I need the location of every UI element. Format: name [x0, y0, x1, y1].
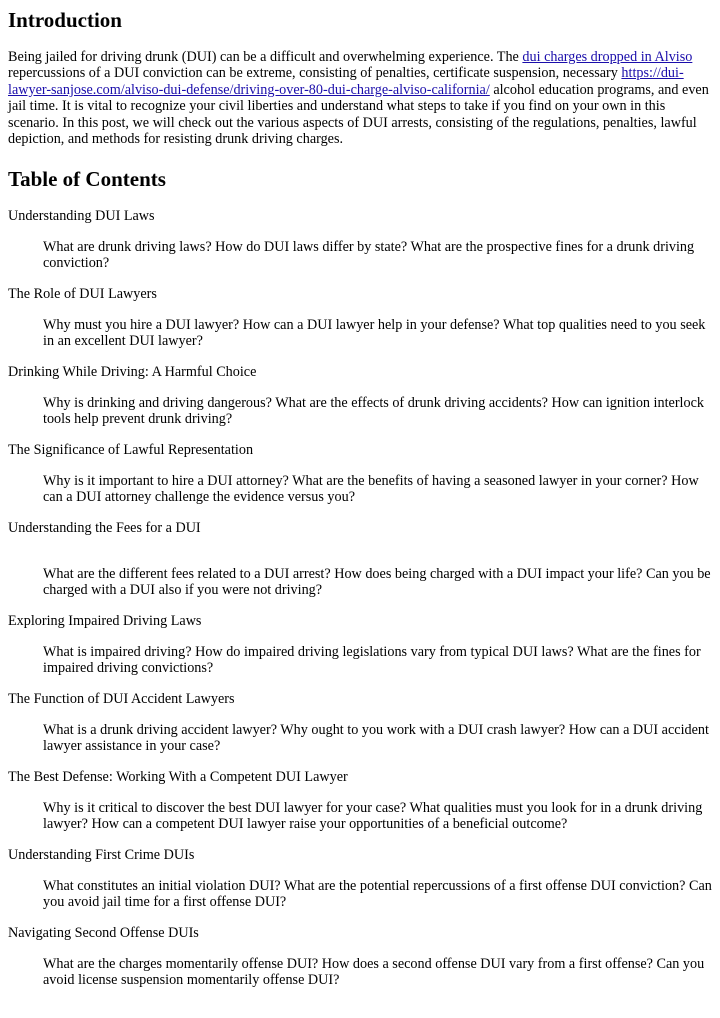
intro-text-1: Being jailed for driving drunk (DUI) can be a difficult and overwhelming experience. The	[8, 49, 523, 65]
toc-heading: Navigating Second Offense DUIs	[8, 925, 199, 941]
intro-link-url[interactable]: https://dui-lawyer-sanjose.com/alviso-dui-defense/driving-over-80-dui-charge-alviso-california/	[8, 65, 684, 98]
toc-title: Table of Contents	[8, 167, 166, 191]
toc-description: Why is it important to hire a DUI attorney? What are the benefits of having a seasoned lawyer in your corner? How can a DUI attorney challenge the evidence versus you?	[43, 473, 699, 506]
intro-title: Introduction	[8, 8, 122, 32]
toc-description: What is impaired driving? How do impaired driving legislations vary from typical DUI laws? What are the fines for impaired driving convictions?	[43, 644, 701, 677]
toc-heading: The Role of DUI Lawyers	[8, 286, 157, 302]
toc-heading: Understanding First Crime DUIs	[8, 847, 195, 863]
toc-description: Why is it critical to discover the best DUI lawyer for your case? What qualities must you look for in a drunk driving lawyer? How can a competent DUI lawyer raise your opportunities of a beneficial outcome?	[43, 800, 703, 833]
toc-heading: Understanding DUI Laws	[8, 208, 155, 224]
intro-text-2: repercussions of a DUI conviction can be extreme, consisting of penalties, certificate suspension, necessary	[8, 65, 622, 82]
intro-link-dui-charges[interactable]: dui charges dropped in Alviso	[522, 49, 693, 65]
toc-description: What are the charges momentarily offense DUI? How does a second offense DUI vary from a first offense? Can you avoid license suspension momentarily offense DUI?	[43, 956, 705, 989]
toc-heading: Drinking While Driving: A Harmful Choice	[8, 364, 257, 380]
toc-heading: Understanding the Fees for a DUI	[8, 520, 201, 536]
intro-paragraph	[8, 49, 714, 147]
toc-description: What is a drunk driving accident lawyer? Why ought to you work with a DUI crash lawyer? How can a DUI accident lawyer assistance in your case?	[43, 722, 709, 755]
toc-heading: The Significance of Lawful Representation	[8, 442, 254, 458]
toc-heading: The Best Defense: Working With a Competent DUI Lawyer	[8, 769, 348, 785]
toc-heading: The Function of DUI Accident Lawyers	[8, 691, 235, 707]
intro-text-3: alcohol education programs, and even jail time. It is vital to recognize your civil liberties and understand what steps to take if you find on your own in this scenario. In this post, we will check out the various aspects of DUI arrests, consisting of the regulations, penalties, lawful depiction, and methods for resisting drunk driving charges.	[8, 81, 709, 148]
toc-heading: Exploring Impaired Driving Laws	[8, 613, 202, 629]
toc-description: What are the different fees related to a DUI arrest? How does being charged with a DUI impact your life? Can you be charged with a DUI also if you were not driving?	[43, 566, 711, 599]
toc-description: Why is drinking and driving dangerous? What are the effects of drunk driving accidents? How can ignition interlock tools help prevent drunk driving?	[43, 395, 704, 428]
toc-description: What constitutes an initial violation DUI? What are the potential repercussions of a first offense DUI conviction? Can you avoid jail time for a first offense DUI?	[43, 878, 712, 911]
toc-description: Why must you hire a DUI lawyer? How can a DUI lawyer help in your defense? What top qualities need to you seek in an excellent DUI lawyer?	[43, 317, 706, 350]
toc-description: What are drunk driving laws? How do DUI laws differ by state? What are the prospective fines for a drunk driving conviction?	[43, 239, 695, 272]
